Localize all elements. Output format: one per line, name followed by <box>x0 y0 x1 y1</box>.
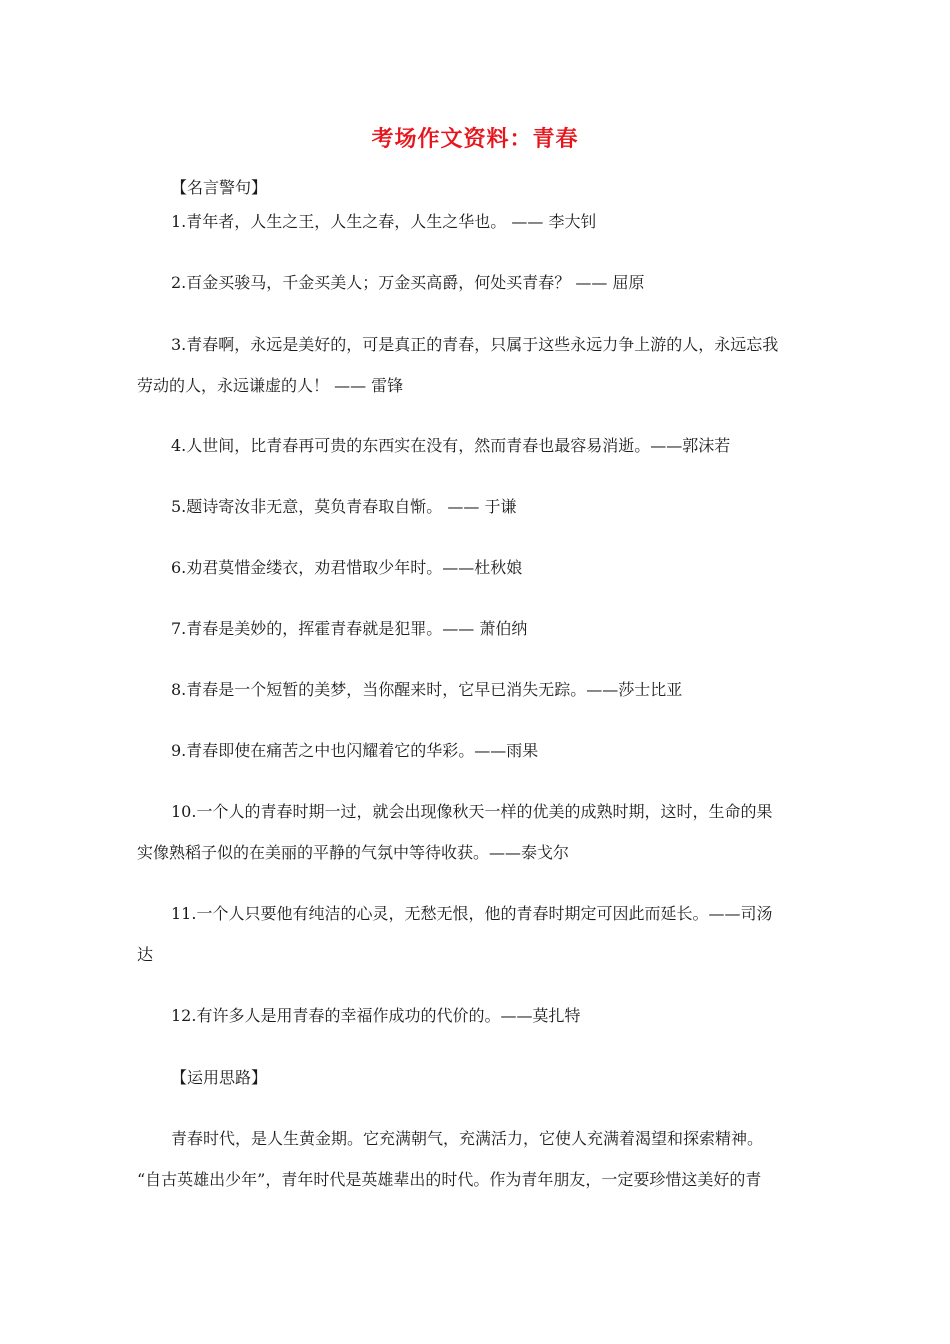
quote-line: 12.有许多人是用青春的幸福作成功的代价的。——莫扎特 <box>171 1006 581 1025</box>
quote-line: 4.人世间，比青春再可贵的东西实在没有，然而青春也最容易消逝。——郭沫若 <box>171 436 731 455</box>
quote-line: 5.题诗寄汝非无意，莫负青春取自惭。 —— 于谦 <box>171 497 517 516</box>
section-heading-usage: 【运用思路】 <box>171 1068 268 1087</box>
body-paragraph-line: 青春时代，是人生黄金期。它充满朝气，充满活力，它使人充满着渴望和探索精神。 <box>171 1129 764 1148</box>
quote-line: 7.青春是美妙的，挥霍青春就是犯罪。—— 萧伯纳 <box>171 619 528 638</box>
quote-line: 10.一个人的青春时期一过，就会出现像秋天一样的优美的成熟时期，这时，生命的果 <box>171 802 773 821</box>
quote-line: 达 <box>137 945 154 964</box>
quote-line: 6.劝君莫惜金缕衣，劝君惜取少年时。——杜秋娘 <box>171 558 523 577</box>
body-paragraph-line: “自古英雄出少年”，青年时代是英雄辈出的时代。作为青年朋友，一定要珍惜这美好的青 <box>137 1170 762 1189</box>
quote-line: 2.百金买骏马，千金买美人；万金买高爵，何处买青春？ —— 屈原 <box>171 273 645 292</box>
section-heading-quotes: 【名言警句】 <box>171 178 268 197</box>
document-title: 考场作文资料：青春 <box>371 127 579 152</box>
quote-line: 3.青春啊，永远是美好的，可是真正的青春，只属于这些永远力争上游的人，永远忘我 <box>171 335 779 354</box>
quote-line: 劳动的人，永远谦虚的人！ —— 雷锋 <box>137 376 404 395</box>
quote-line: 1.青年者，人生之王，人生之春，人生之华也。 —— 李大钊 <box>171 212 597 231</box>
quote-line: 9.青春即使在痛苦之中也闪耀着它的华彩。——雨果 <box>171 741 539 760</box>
quote-line: 11.一个人只要他有纯洁的心灵，无愁无恨，他的青春时期定可因此而延长。——司汤 <box>171 904 773 923</box>
quote-line: 实像熟稻子似的在美丽的平静的气氛中等待收获。——泰戈尔 <box>137 843 570 862</box>
quote-line: 8.青春是一个短暂的美梦，当你醒来时，它早已消失无踪。——莎士比亚 <box>171 680 683 699</box>
